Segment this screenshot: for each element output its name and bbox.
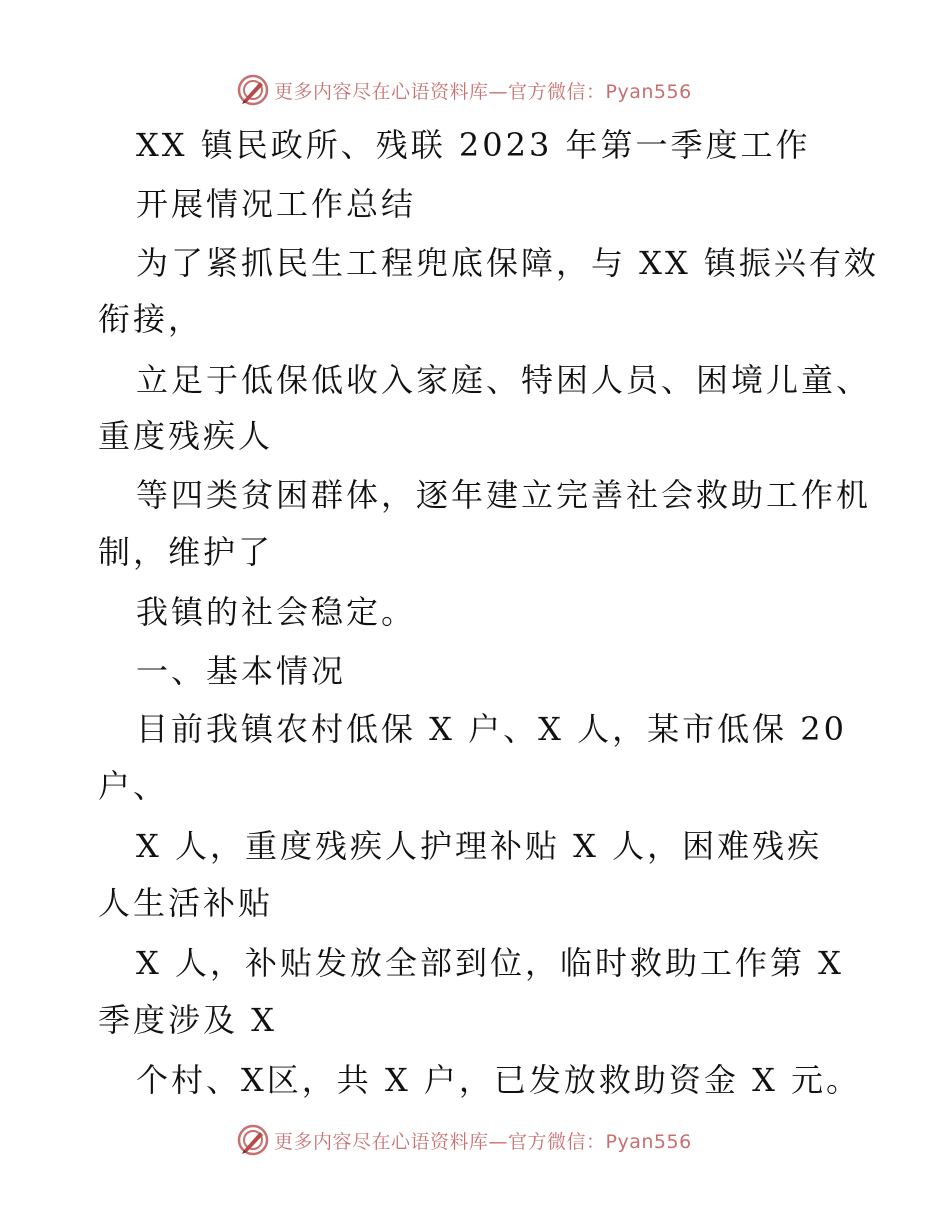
paragraph-line: 为了紧抓民生工程兜底保障，与 XX 镇振兴有效 <box>136 244 879 282</box>
paragraph-line: 户、 <box>98 767 169 805</box>
paragraph-line: 人生活补贴 <box>98 884 274 922</box>
paragraph-line: 目前我镇农村低保 X 户、X 人，某市低保 20 <box>136 710 847 748</box>
doc-title-line-2: 开展情况工作总结 <box>136 185 417 223</box>
watermark-text: 更多内容尽在心语资料库—官方微信：Pyan556 <box>274 80 692 103</box>
paragraph-line: 重度残疾人 <box>98 417 274 455</box>
paragraph-line: X 人，补贴发放全部到位，临时救助工作第 X <box>136 944 844 982</box>
paragraph-line: 衔接， <box>98 300 204 338</box>
pen-logo-icon <box>236 73 270 107</box>
paragraph-line: 季度涉及 X <box>98 1001 277 1039</box>
paragraph-line: 个村、X区，共 X 户，已发放救助资金 X 元。 <box>136 1061 862 1099</box>
pen-logo-icon <box>236 1123 270 1157</box>
paragraph-line: 等四类贫困群体，逐年建立完善社会救助工作机 <box>136 476 872 514</box>
watermark-text: 更多内容尽在心语资料库—官方微信：Pyan556 <box>274 1130 692 1153</box>
section-heading: 一、基本情况 <box>136 652 347 690</box>
paragraph-line: 立足于低保低收入家庭、特困人员、困境儿童、 <box>136 361 872 399</box>
paragraph-line: 制，维护了 <box>98 533 274 571</box>
doc-title-line-1: XX 镇民政所、残联 2023 年第一季度工作 <box>136 126 811 164</box>
watermark-footer <box>236 1122 692 1158</box>
paragraph-line: X 人，重度残疾人护理补贴 X 人，困难残疾 <box>136 827 823 865</box>
paragraph-line: 我镇的社会稳定。 <box>136 593 417 631</box>
watermark-header <box>236 72 692 108</box>
